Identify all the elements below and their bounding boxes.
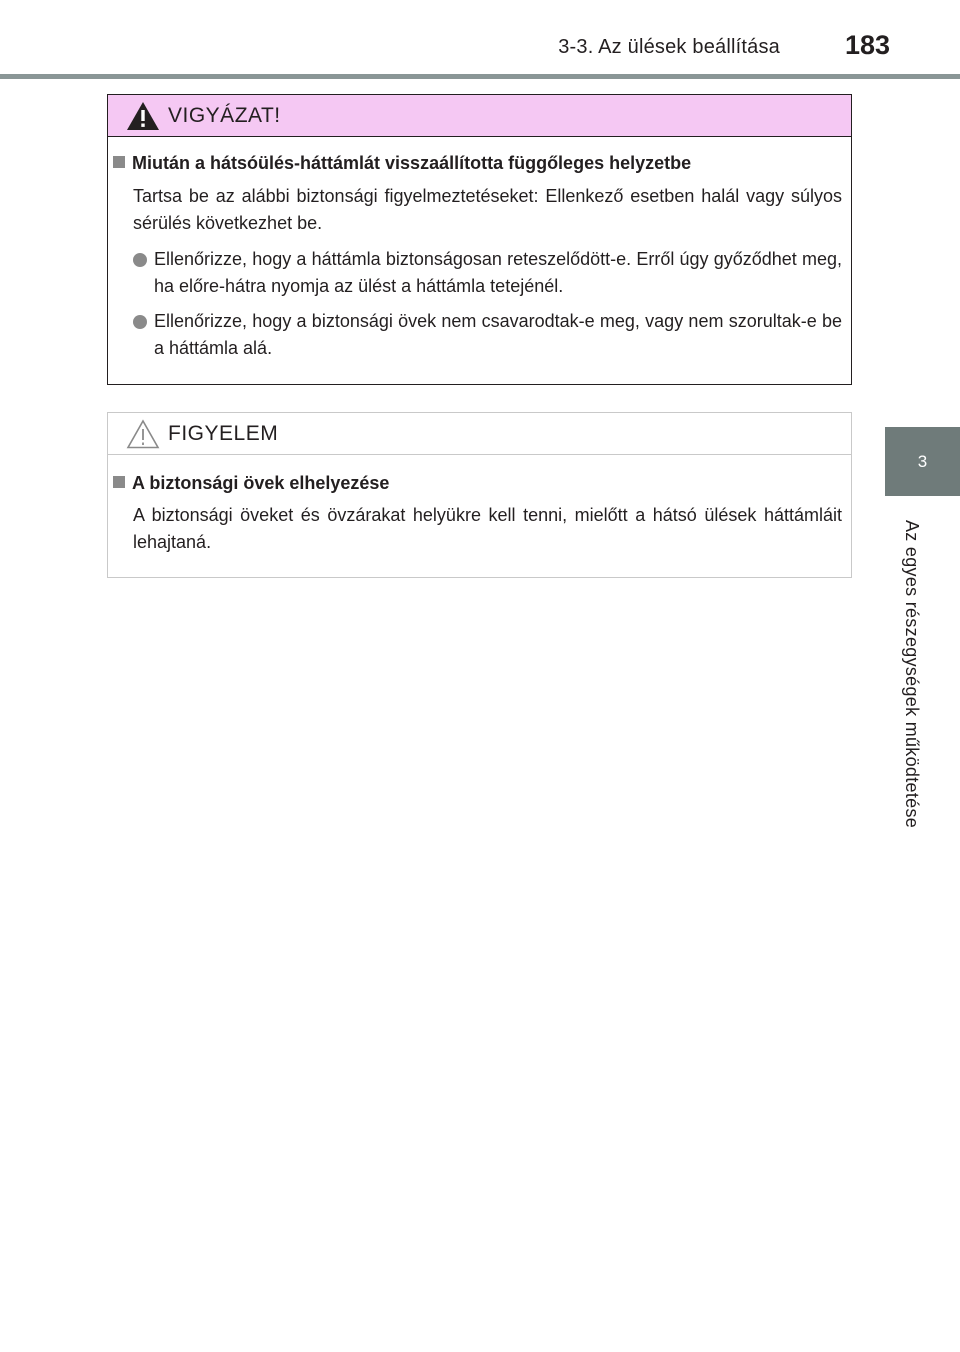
notice-box — [107, 412, 852, 578]
header-divider — [0, 74, 960, 79]
page-number: 183 — [844, 30, 890, 60]
caution-triangle-outline-icon — [126, 419, 160, 449]
circle-bullet-icon — [133, 253, 147, 267]
notice-paragraph: A biztonsági öveket és övzárakat helyükre kell tenni, mielőtt a hátsó ülések háttámláit lehajtaná. — [133, 505, 842, 552]
notice-box-header — [108, 413, 851, 455]
warning-bullet-item — [133, 246, 842, 300]
warning-section-heading — [113, 153, 691, 174]
warning-bullet-item — [133, 308, 842, 362]
warning-box-header — [108, 95, 851, 137]
circle-bullet-icon — [133, 315, 147, 329]
square-bullet-icon — [113, 476, 125, 488]
warning-bullet-text: Ellenőrizze, hogy a biztonsági övek nem csavarodtak-e meg, vagy nem szorultak-e be a háttámla alá. — [154, 311, 842, 358]
chapter-number: 3 — [917, 451, 928, 471]
warning-triangle-icon — [126, 101, 160, 131]
chapter-title: Az egyes részegységek működtetése — [902, 520, 922, 829]
square-bullet-icon — [113, 156, 125, 168]
chapter-tab — [885, 427, 960, 496]
warning-box — [107, 94, 852, 385]
section-title: 3-3. Az ülések beállítása — [558, 36, 780, 58]
notice-title: FIGYELEM — [168, 422, 279, 445]
warning-paragraph: Tartsa be az alábbi biztonsági figyelmeztetéseket: Ellenkező esetben halál vagy súlyos sérülés következhet be. — [133, 186, 842, 233]
notice-heading-text: A biztonsági övek elhelyezése — [132, 473, 390, 493]
warning-title: VIGYÁZAT! — [168, 104, 281, 127]
notice-section-heading — [113, 473, 389, 494]
warning-bullet-text: Ellenőrizze, hogy a háttámla biztonságosan reteszelődött-e. Erről úgy győződhet meg, ha előre-hátra nyomja az ülést a háttámla tetejénél. — [154, 249, 842, 296]
warning-heading-text: Miután a hátsóülés-háttámlát visszaállította függőleges helyzetbe — [132, 153, 692, 173]
